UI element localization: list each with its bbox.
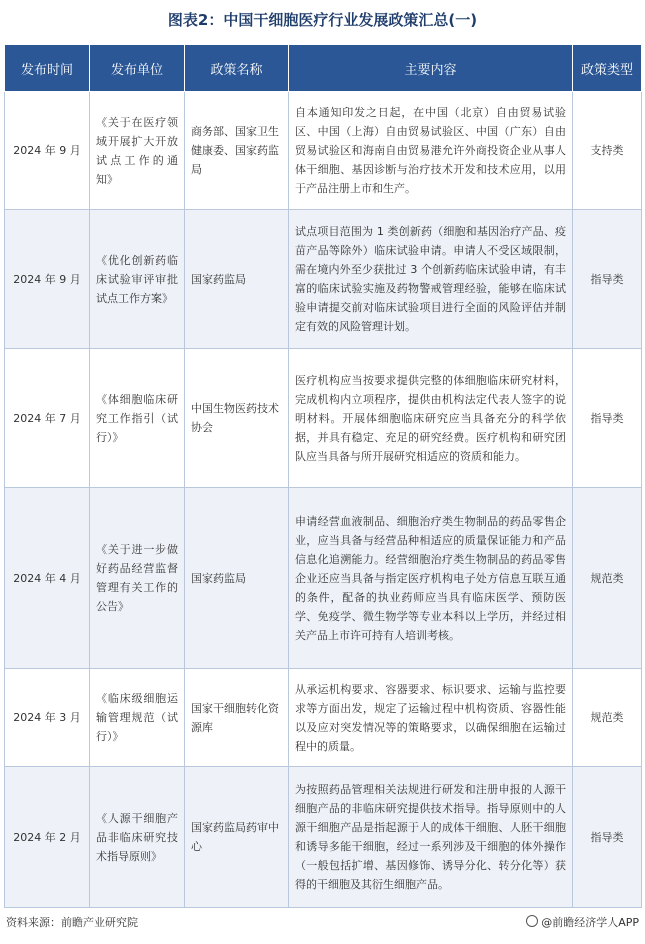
cell-content: 为按照药品管理相关法规进行研发和注册申报的人源干细胞产品的非临床研究提供技术指导。指导原则中的人源干细胞产品是指起源于人的成体干细胞、人胚干细胞和诱导多能干细胞，经过一系列涉及干细胞的体外操作（一般包括扩增、基因修饰、诱导分化、转分化等）获得的干细胞及其衍生细胞产品。 <box>289 767 573 908</box>
cell-type: 支持类 <box>573 92 642 210</box>
column-header-content: 主要内容 <box>289 45 573 92</box>
cell-content: 试点项目范围为 1 类创新药（细胞和基因治疗产品、疫苗产品等除外）临床试验申请。申请人不受区域限制，需在境内外至少获批过 3 个创新药临床试验申请，有丰富的临床试验实施及药物警戒管理经验，能够在临床试验申请提交前对临床试验项目进行全面的风险评估并制定有效的风险管理计划。 <box>289 210 573 349</box>
cell-content: 从承运机构要求、容器要求、标识要求、运输与监控要求等方面出发，规定了运输过程中机构资质、容器性能以及应对突发情况等的策略要求，以确保细胞在运输过程中的质量。 <box>289 669 573 767</box>
cell-type: 指导类 <box>573 210 642 349</box>
cell-policy-name: 《临床级细胞运输管理规范（试行）》 <box>90 669 185 767</box>
table-row <box>5 92 642 210</box>
cell-type: 规范类 <box>573 669 642 767</box>
cell-policy-name: 《人源干细胞产品非临床研究技术指导原则》 <box>90 767 185 908</box>
cell-date: 2024 年 3 月 <box>5 669 90 767</box>
cell-issuer: 国家药监局 <box>185 210 289 349</box>
cell-issuer: 国家药监局 <box>185 488 289 669</box>
policy-table <box>4 44 642 908</box>
cell-type: 指导类 <box>573 767 642 908</box>
cell-issuer: 国家干细胞转化资源库 <box>185 669 289 767</box>
brand-credit-text: @前瞻经济学人APP <box>541 916 639 929</box>
column-header-date: 发布时间 <box>5 45 90 92</box>
cell-policy-name: 《体细胞临床研究工作指引（试行）》 <box>90 349 185 488</box>
table-header-row <box>5 45 642 92</box>
cell-type: 规范类 <box>573 488 642 669</box>
page-title: 图表2：中国干细胞医疗行业发展政策汇总(一) <box>167 11 478 29</box>
table-row <box>5 210 642 349</box>
cell-content: 医疗机构应当按要求提供完整的体细胞临床研究材料，完成机构内立项程序，提供由机构法定代表人签字的说明材料。开展体细胞临床研究应当具备充分的科学依据，并具有稳定、充足的研究经费。医疗机构和研究团队应当具备与所开展研究相适应的资质和能力。 <box>289 349 573 488</box>
cell-content: 申请经营血液制品、细胞治疗类生物制品的药品零售企业，应当具备与经营品种相适应的质量保证能力和产品信息化追溯能力。经营细胞治疗类生物制品的药品零售企业还应当具备与指定医疗机构电子处方信息互联互通的条件，配备的执业药师应当具有临床医学、预防医学、免疫学、微生物学等专业本科以上学历，并经过相关产品上市许可持有人培训考核。 <box>289 488 573 669</box>
cell-issuer: 中国生物医药技术协会 <box>185 349 289 488</box>
cell-date: 2024 年 7 月 <box>5 349 90 488</box>
cell-content: 自本通知印发之日起，在中国（北京）自由贸易试验区、中国（上海）自由贸易试验区、中国（广东）自由贸易试验区和海南自由贸易港允许外商投资企业从事人体干细胞、基因诊断与治疗技术开发和技术应用，以用于产品注册上市和生产。 <box>289 92 573 210</box>
cell-date: 2024 年 2 月 <box>5 767 90 908</box>
cell-date: 2024 年 9 月 <box>5 210 90 349</box>
table-row <box>5 767 642 908</box>
brand-credit <box>526 914 639 930</box>
cell-type: 指导类 <box>573 349 642 488</box>
table-row <box>5 669 642 767</box>
brand-logo-icon <box>526 915 538 927</box>
cell-issuer: 国家药监局药审中心 <box>185 767 289 908</box>
table-row <box>5 349 642 488</box>
column-header-issuer: 发布单位 <box>90 45 185 92</box>
source-note: 资料来源：前瞻产业研究院 <box>6 916 138 929</box>
column-header-type: 政策类型 <box>573 45 642 92</box>
cell-date: 2024 年 4 月 <box>5 488 90 669</box>
table-row <box>5 488 642 669</box>
column-header-policy-name: 政策名称 <box>185 45 289 92</box>
cell-policy-name: 《关于进一步做好药品经营监督管理有关工作的公告》 <box>90 488 185 669</box>
cell-issuer: 商务部、国家卫生健康委、国家药监局 <box>185 92 289 210</box>
cell-date: 2024 年 9 月 <box>5 92 90 210</box>
cell-policy-name: 《优化创新药临床试验审评审批试点工作方案》 <box>90 210 185 349</box>
cell-policy-name: 《关于在医疗领域开展扩大开放试点工作的通知》 <box>90 92 185 210</box>
